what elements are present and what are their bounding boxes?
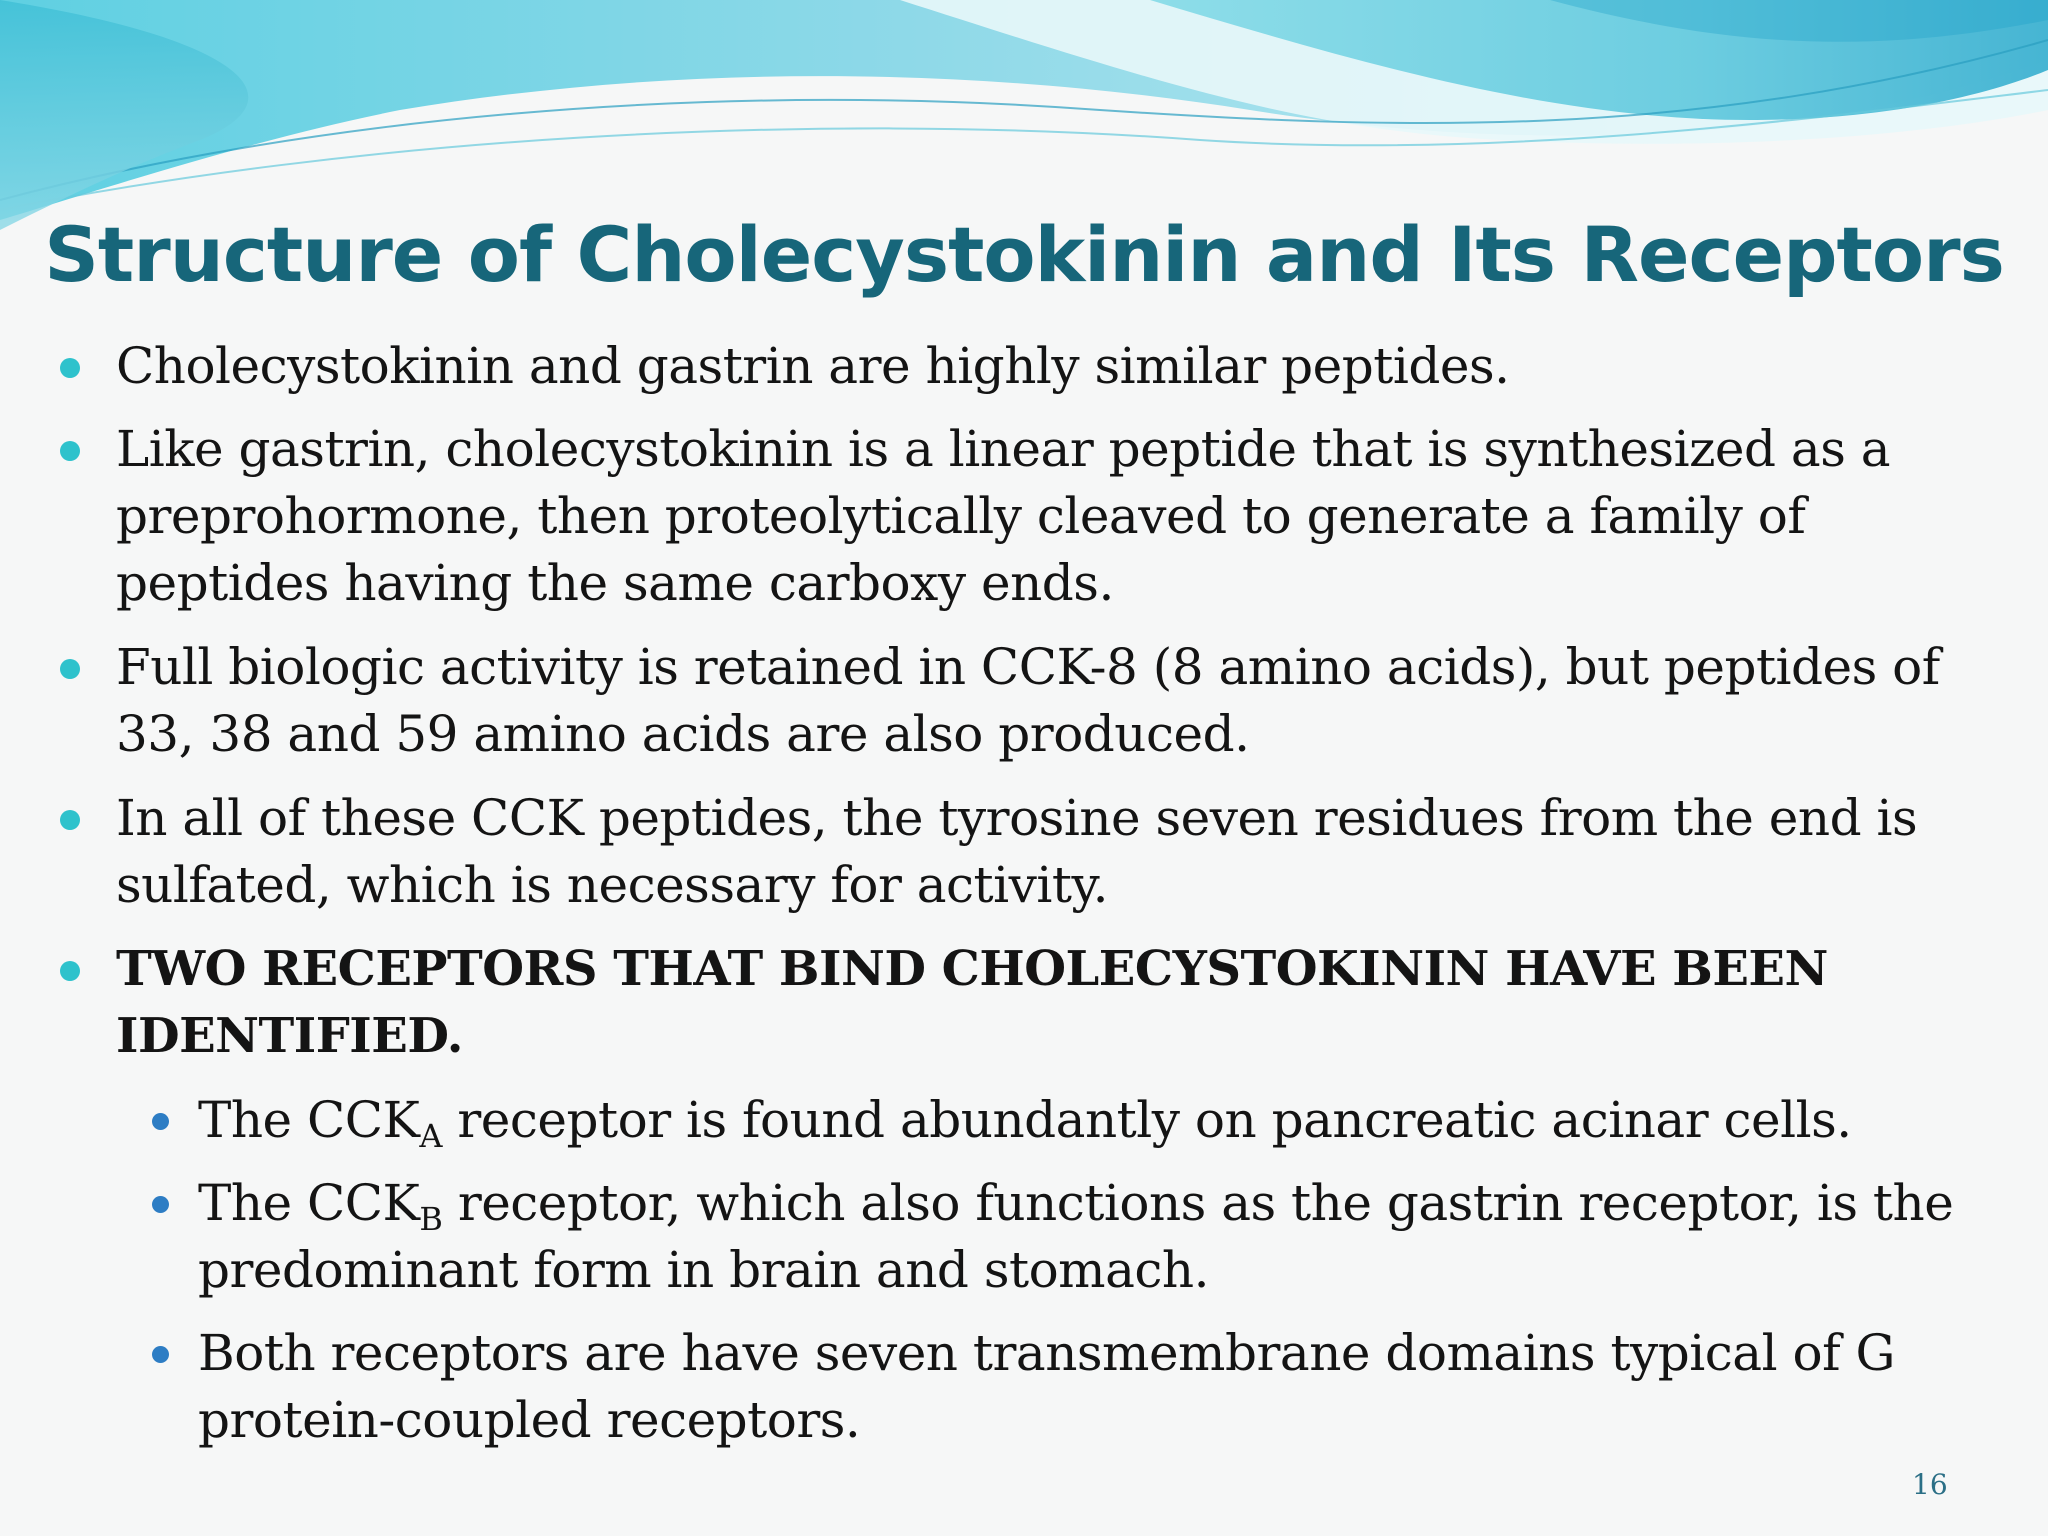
sub-bullet-text-suffix: receptor is found abundantly on pancreatic acinar cells. [442,1091,1852,1149]
sub-bullet-text-prefix: The CCK [198,1091,420,1149]
bullet-text: Like gastrin, cholecystokinin is a linear peptide that is synthesized as a preprohormone, then proteolytically cleaved to generate a family of peptides having the same carboxy ends. [116,420,1891,612]
sub-bullet-item [198,1320,1998,1454]
sub-bullet-subscript: A [419,1117,443,1155]
bullet-text: Full biologic activity is retained in CCK-8 (8 amino acids), but peptides of 33, 38 and 59 amino acids are also produced. [116,638,1940,763]
bullet-dot-icon [60,961,80,981]
bullet-item [116,416,1996,617]
bullet-item [116,634,1996,768]
sub-bullet-text-prefix: The CCK [198,1174,420,1232]
bullet-dot-icon [60,659,80,679]
page-number: 16 [1912,1468,1948,1501]
bullet-dot-icon [60,810,80,830]
bullet-item-heading [116,936,1896,1070]
bullet-text: Cholecystokinin and gastrin are highly similar peptides. [116,337,1510,395]
bullet-dot-icon [60,441,80,461]
sub-bullet-item [198,1170,1998,1304]
sub-bullet-dot-icon [152,1113,169,1130]
sub-bullet-subscript: B [419,1200,443,1238]
bullet-dot-icon [60,358,80,378]
slide-title: Structure of Cholecystokinin and Its Receptors [44,210,2004,299]
sub-bullet-text: Both receptors are have seven transmembrane domains typical of G protein-coupled receptors. [198,1324,1895,1449]
bullet-text: In all of these CCK peptides, the tyrosine seven residues from the end is sulfated, which is necessary for activity. [116,789,1918,914]
bullet-text: TWO RECEPTORS THAT BIND CHOLECYSTOKININ HAVE BEEN IDENTIFIED. [116,941,1828,1064]
sub-bullet-dot-icon [152,1196,169,1213]
sub-bullet-text-suffix: receptor, which also functions as the gastrin receptor, is the predominant form in brain and stomach. [198,1174,1954,1299]
bullet-item [116,785,1996,919]
sub-bullet-item [198,1087,1998,1154]
sub-bullet-dot-icon [152,1346,169,1363]
bullet-item [116,333,1996,400]
